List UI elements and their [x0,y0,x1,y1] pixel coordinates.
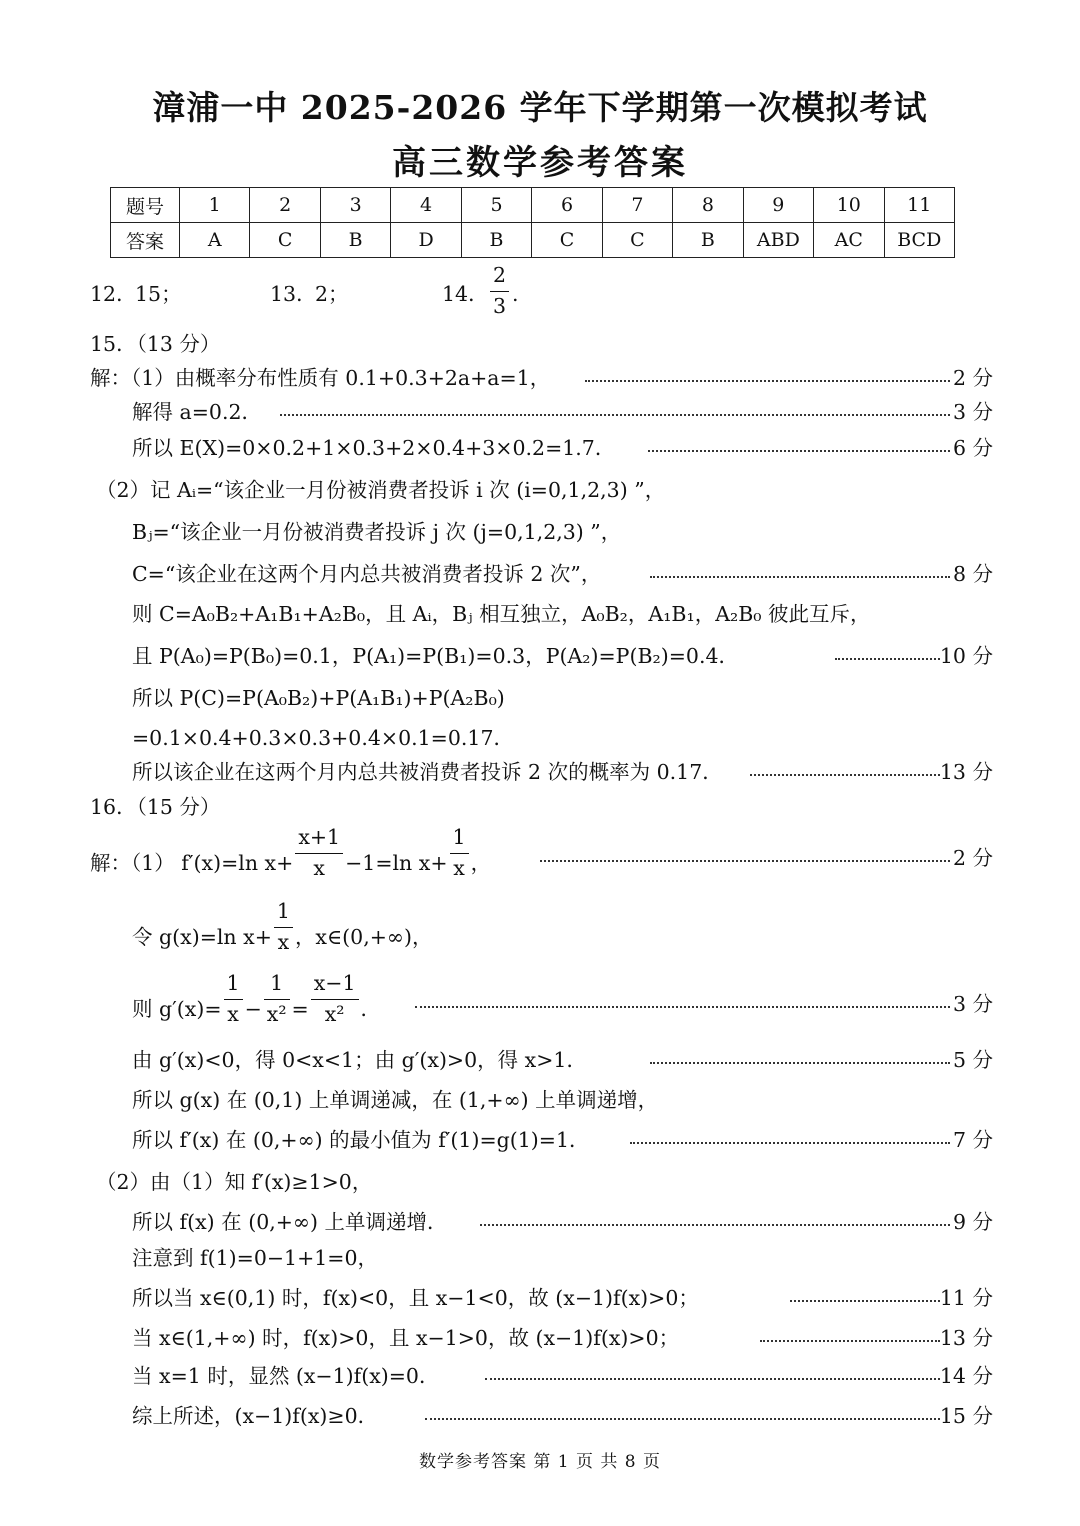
q14-number: 14． [442,282,489,306]
leader-dots [650,1050,950,1064]
table-cell: B [320,223,390,258]
q15-line: （2）记 Aᵢ=“该企业一月份被消费者投诉 i 次 (i=0,1,2,3) ”， [96,478,666,502]
q16-line: 所以 f′(x) 在 (0,+∞) 的最小值为 f′(1)=g(1)=1． 7 分 [132,1128,993,1152]
score-points: 5 分 [952,1048,993,1072]
table-cell: 1 [180,188,250,223]
fraction-denominator: 3 [493,293,507,318]
table-header-cell: 题号 [111,188,180,223]
table-cell: 5 [461,188,531,223]
table-cell: 9 [743,188,813,223]
table-cell: AC [814,223,884,258]
leader-dots [790,1288,940,1302]
q12-number: 12． [90,282,137,306]
score-points: 3 分 [952,400,993,424]
score-points: 10 分 [939,644,993,668]
page-subtitle: 高三数学参考答案 [392,143,688,183]
score-points: 2 分 [952,846,993,870]
leader-dots [425,1406,940,1420]
table-cell: BCD [884,223,954,258]
table-cell: B [673,223,743,258]
q13-number: 13． [270,282,317,306]
table-row-numbers [111,188,955,223]
table-cell: 10 [814,188,884,223]
score-points: 9 分 [952,1210,993,1234]
q16-line: 所以 g(x) 在 (0,1) 上单调递减，在 (1,+∞) 上单调递增， [132,1088,659,1112]
score-points: 8 分 [952,562,993,586]
table-cell: A [180,223,250,258]
q16-line: 由 g′(x)<0，得 0<x<1；由 g′(x)>0，得 x>1． 5 分 [132,1048,993,1072]
score-points: 14 分 [939,1364,993,1388]
page-footer: 数学参考答案 第 1 页 共 8 页 [418,1452,662,1472]
q15-line: 所以 P(C)=P(A₀B₂)+P(A₁B₁)+P(A₂B₀) [132,686,505,710]
table-cell: ABD [743,223,813,258]
q16-line: 综上所述，(x−1)f(x)≥0． 15 分 [132,1404,993,1428]
table-cell: C [602,223,672,258]
leader-dots [585,368,950,382]
score-points: 11 分 [939,1286,993,1310]
table-cell: C [532,223,602,258]
q16-line: 所以 f(x) 在 (0,+∞) 上单调递增． 9 分 [132,1210,993,1234]
q15-line: 解：（1）由概率分布性质有 0.1+0.3+2a+a=1， 2 分 [90,366,993,390]
score-points: 6 分 [952,436,993,460]
table-header-cell: 答案 [111,223,180,258]
q16-line: （2）由（1）知 f′(x)≥1>0， [96,1170,373,1194]
q15-line: 则 C=A₀B₂+A₁B₁+A₂B₀，且 Aᵢ，Bⱼ 相互独立，A₀B₂，A₁B₁，A₂B₀ 彼此互斥， [132,602,871,626]
q14-fraction [490,264,509,318]
math-fraction: $\frac{1}{x}$ [224,972,243,1026]
q16-line: 当 x∈(1,+∞) 时，f(x)>0，且 x−1>0，故 (x−1)f(x)>0； 13 分 [132,1326,993,1350]
table-row-answers [111,223,955,258]
q16-line: 解：（1） f′(x)=ln x+ $\frac{x+1}{x}$ −1=ln x+ $\frac{1}{x}$ ， 2 分 [90,825,993,880]
table-cell: C [250,223,320,258]
leader-dots [540,848,950,862]
q16-line: 则 g′(x)= $\frac{1}{x}$ − $\frac{1}{\text{x²}}$ = $\frac{x-1}{\text{x²}}$ ． 3 分 [132,971,993,1026]
math-fraction: $\frac{x+1}{x}$ [295,826,343,880]
table-cell: 2 [250,188,320,223]
table-cell: 3 [320,188,390,223]
q16-line: 所以当 x∈(0,1) 时，f(x)<0，且 x−1<0，故 (x−1)f(x)>0； 11 分 [132,1286,993,1310]
q15-line: 所以 E(X)=0×0.2+1×0.3+2×0.4+3×0.2=1.7． 6 分 [132,436,993,460]
q15-line: Bⱼ=“该企业一月份被消费者投诉 j 次 (j=0,1,2,3) ”， [132,520,622,544]
q13-answer: 2； [315,282,349,306]
table-cell: 6 [532,188,602,223]
fraction-numerator: 2 [490,264,509,292]
leader-dots [480,1212,950,1226]
score-points: 3 分 [952,992,993,1016]
leader-dots [835,646,940,660]
table-cell: 11 [884,188,954,223]
leader-dots [485,1366,940,1380]
table-cell: 7 [602,188,672,223]
answer-table [110,187,955,258]
q14-end: . [512,282,519,306]
score-points: 13 分 [939,760,993,784]
math-fraction: $\frac{1}{x}$ [450,826,469,880]
q15-line: 且 P(A₀)=P(B₀)=0.1，P(A₁)=P(B₁)=0.3，P(A₂)=P(B₂)=0.4． 10 分 [132,644,993,668]
q15-line: C=“该企业在这两个月内总共被消费者投诉 2 次”， 8 分 [132,562,993,586]
table-cell: 8 [673,188,743,223]
q16-heading: 16．（15 分） [90,795,221,819]
q15-heading: 15．（13 分） [90,332,221,356]
table-cell: D [391,223,461,258]
q16-line: 当 x=1 时，显然 (x−1)f(x)=0． 14 分 [132,1364,993,1388]
table-cell: 4 [391,188,461,223]
leader-dots [630,1130,950,1144]
leader-dots [760,1328,940,1342]
q15-line: 解得 a=0.2． 3 分 [132,400,993,424]
q12-answer: 15； [135,282,182,306]
q15-line: =0.1×0.4+0.3×0.3+0.4×0.1=0.17． [132,726,514,750]
leader-dots [280,402,950,416]
score-points: 15 分 [939,1404,993,1428]
q16-line: 注意到 f(1)=0−1+1=0， [132,1246,379,1270]
score-points: 7 分 [952,1128,993,1152]
score-points: 2 分 [952,366,993,390]
math-fraction: $\frac{x-1}{\text{x²}}$ [311,972,359,1026]
q16-line: 令 g(x)=ln x+ $\frac{1}{x}$ ，x∈(0,+∞)， [132,899,433,954]
math-fraction: $\frac{1}{x}$ [274,900,293,954]
math-fraction: $\frac{1}{\text{x²}}$ [264,972,290,1026]
table-cell: B [461,223,531,258]
leader-dots [415,994,950,1008]
leader-dots [648,438,950,452]
page-title: 漳浦一中 2025-2026 学年下学期第一次模拟考试 [152,88,928,127]
q15-line: 所以该企业在这两个月内总共被消费者投诉 2 次的概率为 0.17． 13 分 [132,760,993,784]
score-points: 13 分 [939,1326,993,1350]
leader-dots [650,564,950,578]
leader-dots [750,762,940,776]
